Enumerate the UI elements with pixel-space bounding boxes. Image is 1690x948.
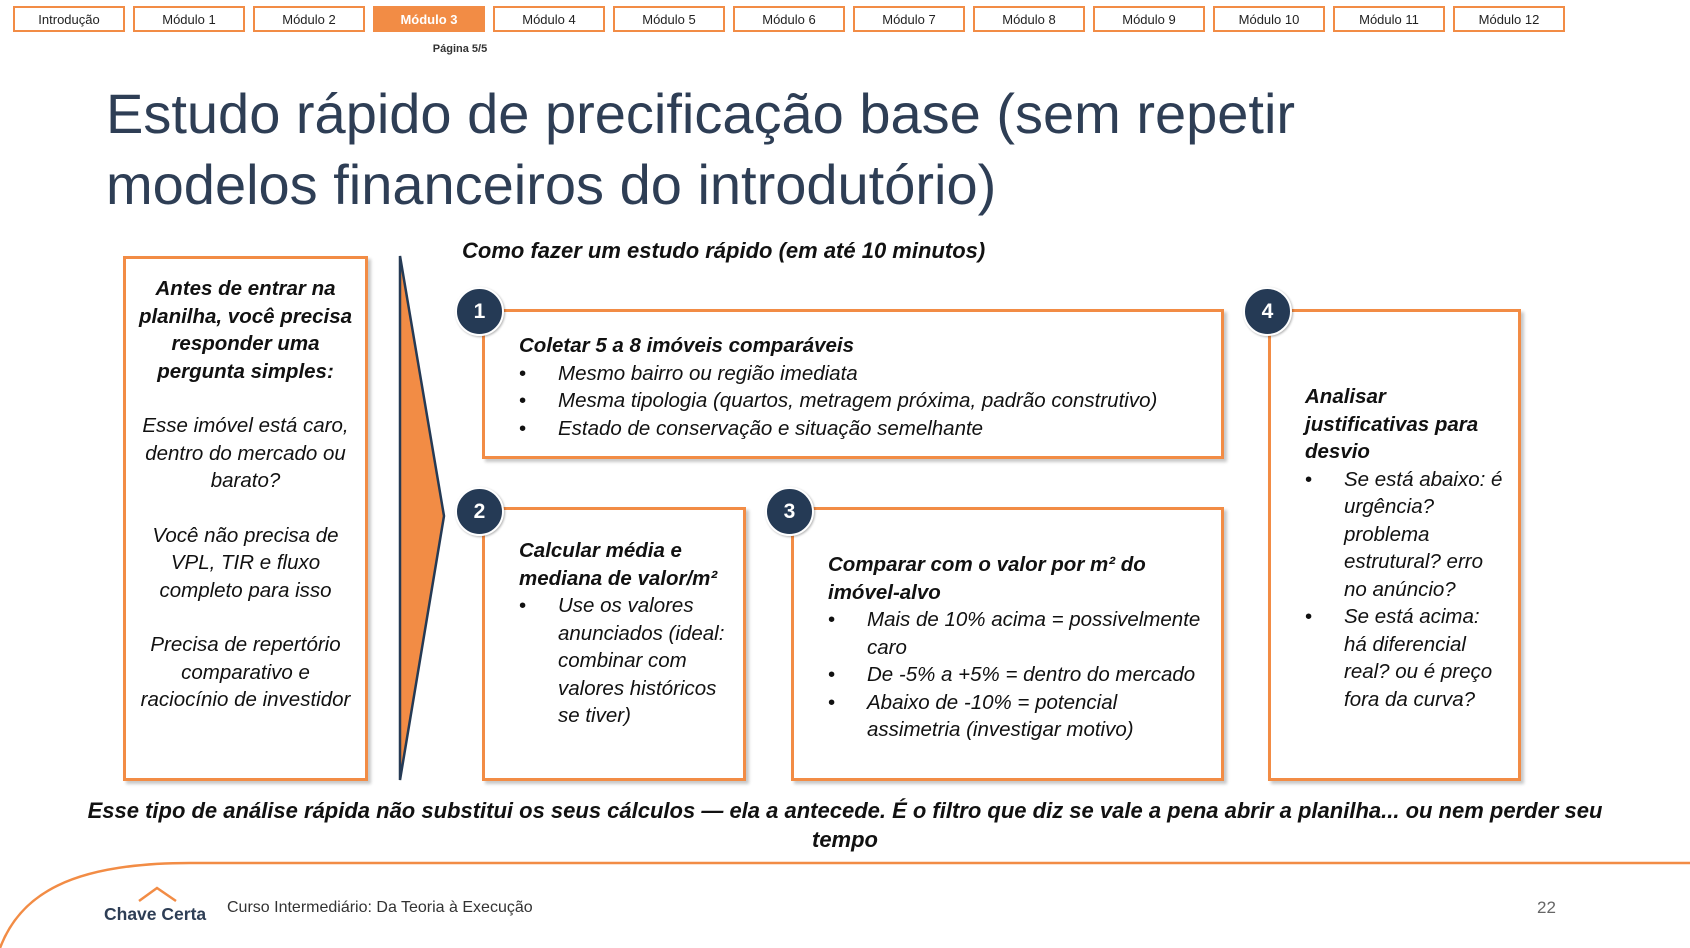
step-3-card [791, 507, 1224, 781]
tab-modulo-12[interactable]: Módulo 12 [1453, 6, 1565, 32]
list-item: • Mesmo bairro ou região imediata [519, 360, 1203, 388]
slide-number: 22 [1537, 898, 1556, 917]
course-name: Curso Intermediário: Da Teoria à Execução [227, 899, 533, 916]
list-item: • Use os valores anunciados (ideal: combinar com valores históricos se tiver) [519, 592, 733, 730]
list-item: • Estado de conservação e situação semelhante [519, 415, 1203, 443]
list-item: • Se está acima: há diferencial real? ou é preço fora da curva? [1305, 603, 1508, 713]
step-1-list [519, 360, 1203, 443]
key-question: Antes de entrar na planilha, você precisa responder uma pergunta simples: [138, 277, 353, 383]
tab-modulo-11[interactable]: Módulo 11 [1333, 6, 1445, 32]
step-4-card [1268, 309, 1521, 781]
orange-chevron-arrow [396, 254, 448, 784]
tab-modulo-6[interactable]: Módulo 6 [733, 6, 845, 32]
tab-modulo-3[interactable]: Módulo 3 [373, 6, 485, 32]
step-4-badge: 4 [1243, 287, 1292, 336]
intro-question-box [123, 256, 368, 781]
title-line-1: Estudo rápido de precificação base (sem repetir [106, 82, 1296, 145]
no-vpl-note: Você não precisa de VPL, TIR e fluxo completo para isso [152, 523, 339, 602]
tab-modulo-7[interactable]: Módulo 7 [853, 6, 965, 32]
step-4-list [1305, 466, 1508, 714]
tab-modulo-4[interactable]: Módulo 4 [493, 6, 605, 32]
brand-logo: Chave Certa [104, 904, 207, 924]
step-2-card [482, 507, 746, 781]
list-item: • Mesma tipologia (quartos, metragem próxima, padrão construtivo) [519, 387, 1203, 415]
tab-introducao[interactable]: Introdução [13, 6, 125, 32]
step-1-heading: Coletar 5 a 8 imóveis comparáveis [519, 334, 855, 357]
step-1-badge: 1 [455, 287, 504, 336]
section-subtitle: Como fazer um estudo rápido (em até 10 minutos) [462, 238, 986, 263]
tab-modulo-2[interactable]: Módulo 2 [253, 6, 365, 32]
page-indicator: Página 5/5 [432, 43, 488, 55]
list-item: • Abaixo de -10% = potencial assimetria (investigar motivo) [828, 689, 1213, 744]
footnote: Esse tipo de análise rápida não substitui os seus cálculos — ela a antecede. É o filtro que diz se vale a pena abrir a planilha... ou nem perder seu tempo [87, 798, 1603, 852]
slide-title [106, 78, 1486, 220]
step-3-heading: Comparar com o valor por m² do imóvel-alvo [828, 553, 1146, 604]
tab-modulo-9[interactable]: Módulo 9 [1093, 6, 1205, 32]
step-3-list [828, 606, 1213, 744]
list-item: • De -5% a +5% = dentro do mercado [828, 661, 1213, 689]
tab-modulo-8[interactable]: Módulo 8 [973, 6, 1085, 32]
step-3-badge: 3 [765, 487, 814, 536]
house-roof-icon [136, 885, 180, 903]
step-2-heading: Calcular média e mediana de valor/m² [519, 539, 718, 590]
step-1-card [482, 309, 1224, 459]
list-item: • Mais de 10% acima = possivelmente caro [828, 606, 1213, 661]
repertoire-note: Precisa de repertório comparativo e raciocínio de investidor [140, 633, 351, 711]
title-line-2: modelos financeiros do introdutório) [106, 153, 997, 216]
tab-modulo-5[interactable]: Módulo 5 [613, 6, 725, 32]
list-item: • Se está abaixo: é urgência? problema estrutural? erro no anúncio? [1305, 466, 1508, 604]
tab-modulo-10[interactable]: Módulo 10 [1213, 6, 1325, 32]
step-4-heading: Analisar justificativas para desvio [1305, 385, 1479, 463]
question-text: Esse imóvel está caro, dentro do mercado ou barato? [142, 414, 349, 492]
step-2-badge: 2 [455, 487, 504, 536]
module-nav [13, 6, 1683, 32]
step-2-list [519, 592, 733, 730]
tab-modulo-1[interactable]: Módulo 1 [133, 6, 245, 32]
